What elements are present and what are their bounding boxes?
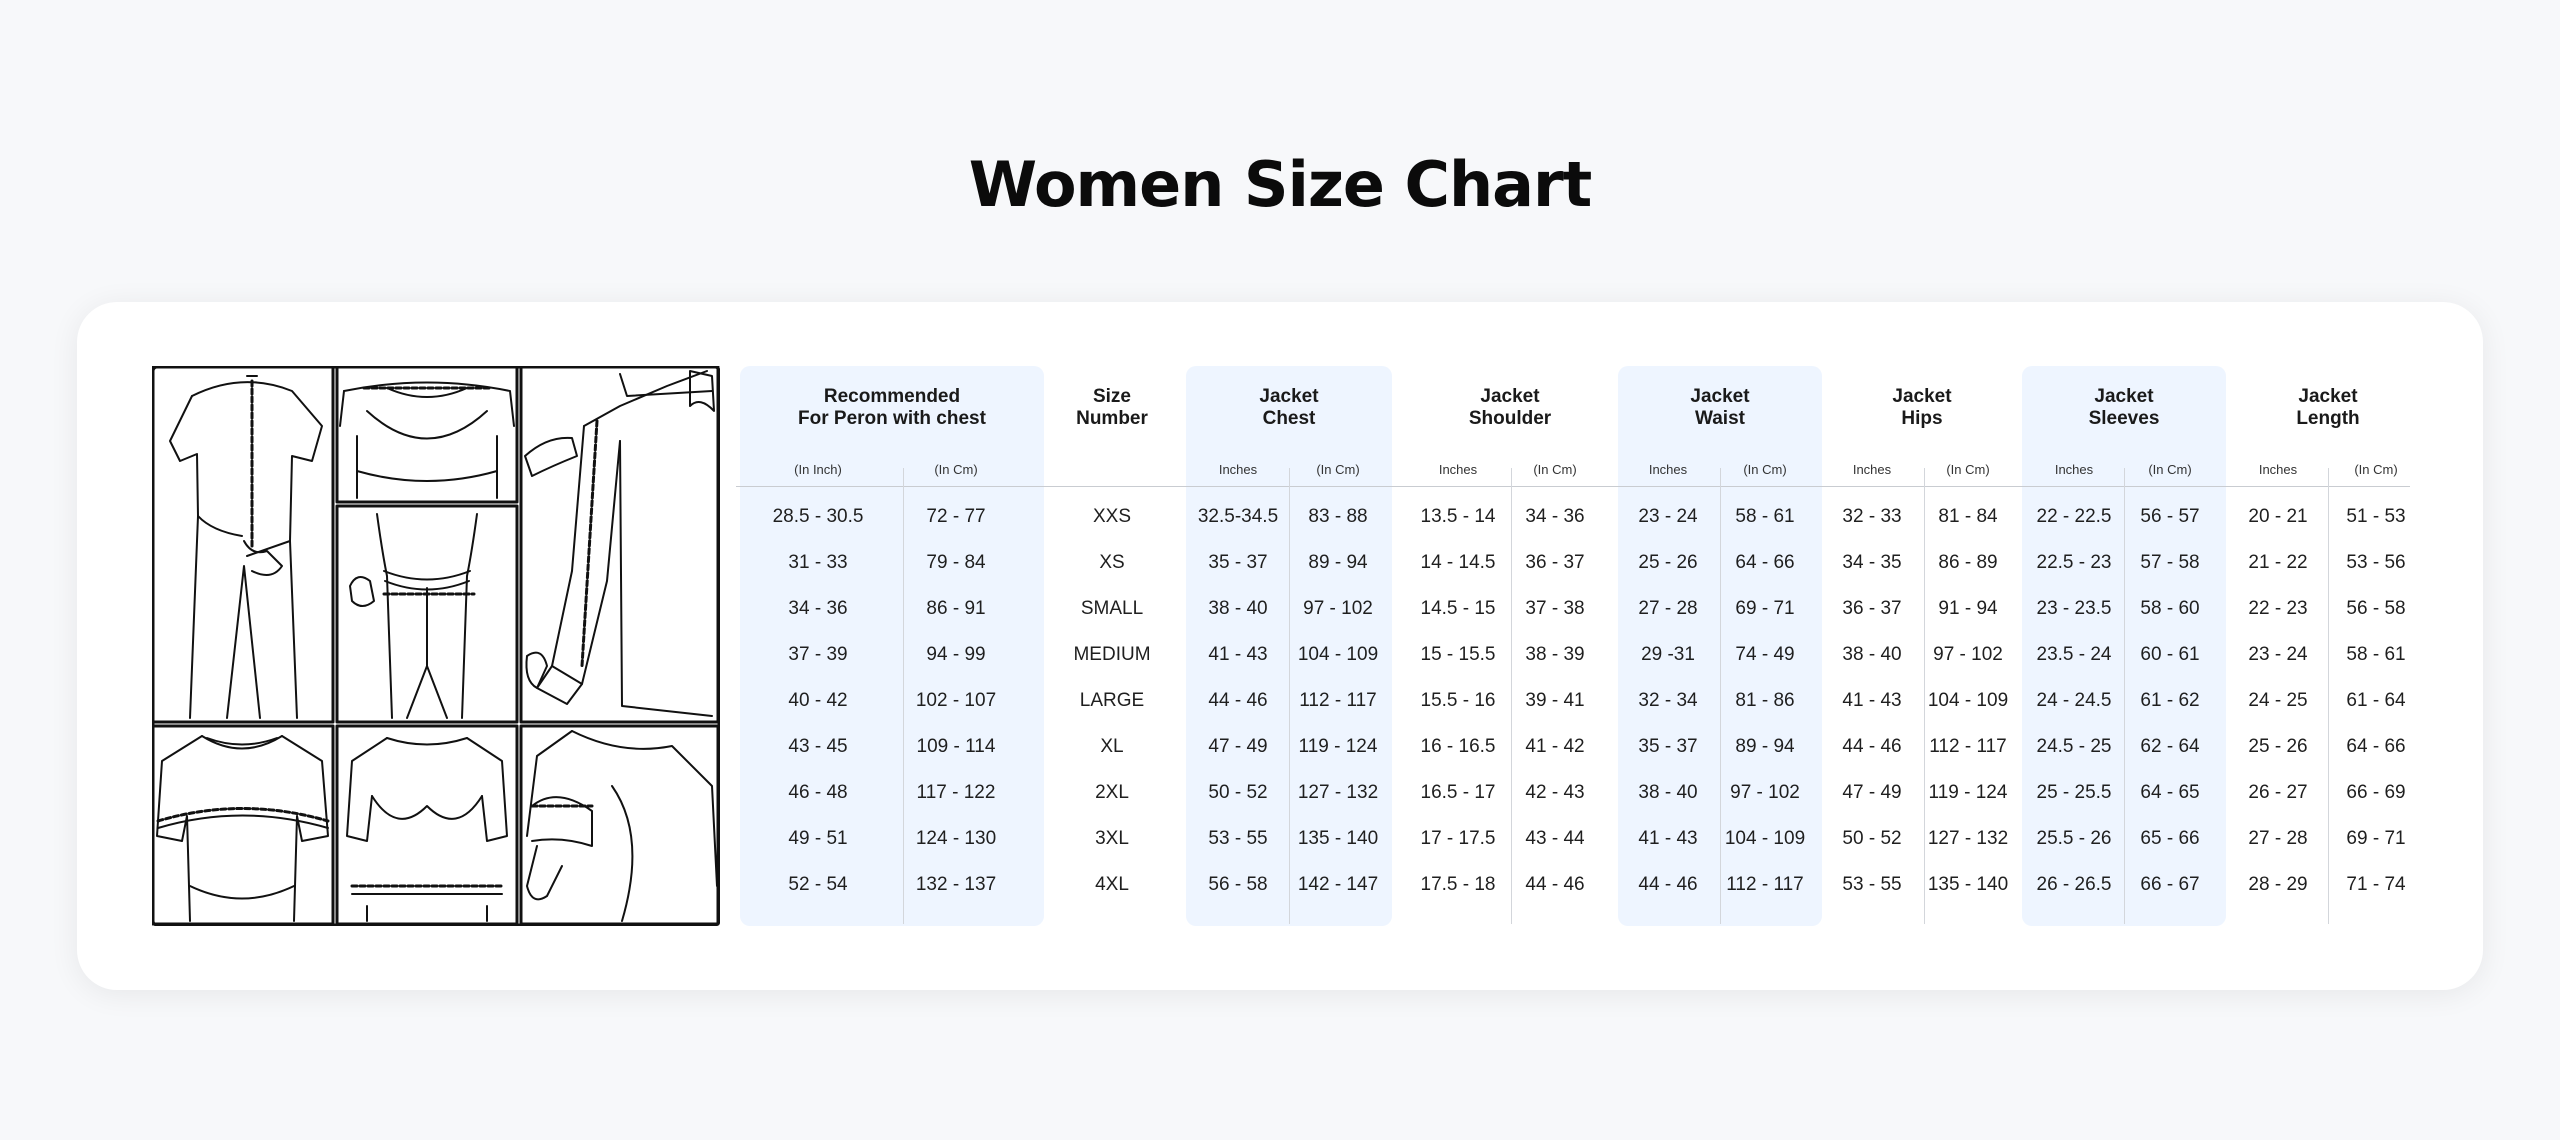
shoulder-figure [340,383,514,499]
table-cell: 41 - 43 [1638,828,1698,849]
measurement-illustration [152,366,720,926]
table-cell: 37 - 39 [788,644,848,665]
table-cell: 66 - 67 [2140,874,2200,895]
table-cell: 25 - 26 [2248,736,2308,757]
header-shoulder: Jacket Shoulder [1468,386,1552,429]
column-unit-label: (In Cm) [2148,462,2192,477]
header-waist: Jacket Waist [1690,386,1750,429]
table-cell: 25.5 - 26 [2036,828,2112,849]
table-cell: 50 - 52 [1208,782,1268,803]
table-cell: 112 - 117 [1299,690,1377,711]
table-cell: 44 - 46 [1842,736,1902,757]
table-cell: 17.5 - 18 [1420,874,1496,895]
column-unit-label: Inches [1648,462,1688,477]
column-unit-label: (In Cm) [1743,462,1787,477]
table-cell: 23.5 - 24 [2036,644,2112,665]
table-cell: 21 - 22 [2248,552,2308,573]
table-cell: 119 - 124 [1298,736,1378,757]
table-cell: 57 - 58 [2140,552,2200,573]
table-cell: 41 - 43 [1208,644,1268,665]
table-cell: 23 - 24 [1638,506,1698,527]
table-cell: 25 - 25.5 [2036,782,2112,803]
table-cell: 52 - 54 [788,874,848,895]
table-cell: 20 - 21 [2248,506,2308,527]
table-cell: 14 - 14.5 [1420,552,1496,573]
table-cell: 34 - 35 [1842,552,1902,573]
table-cell: 31 - 33 [788,552,848,573]
table-cell: 38 - 40 [1208,598,1268,619]
table-cell: MEDIUM [1073,644,1151,665]
table-cell: 13.5 - 14 [1420,506,1496,527]
table-cell: 53 - 55 [1842,874,1902,895]
table-cell: 32 - 33 [1842,506,1902,527]
table-cell: 38 - 40 [1638,782,1698,803]
table-cell: 43 - 45 [788,736,848,757]
table-cell: 61 - 62 [2140,690,2200,711]
chest-figure [157,736,328,921]
arm-figure [527,731,717,921]
table-cell: 117 - 122 [916,782,996,803]
table-cell: 58 - 61 [1735,506,1795,527]
table-cell: SMALL [1080,598,1144,619]
table-cell: 43 - 44 [1525,828,1585,849]
table-cell: 66 - 69 [2346,782,2406,803]
table-cell: 34 - 36 [788,598,848,619]
table-cell: 36 - 37 [1525,552,1585,573]
table-cell: 16.5 - 17 [1420,782,1496,803]
table-cell: 22 - 23 [2248,598,2308,619]
table-cell: 15.5 - 16 [1420,690,1496,711]
back-length-figure [170,376,322,718]
table-cell: 61 - 64 [2346,690,2406,711]
table-cell: 86 - 91 [926,598,986,619]
table-cell: 47 - 49 [1842,782,1902,803]
header-recommended: Recommended For Peron with chest [798,386,986,429]
table-cell: 79 - 84 [926,552,986,573]
table-cell: 35 - 37 [1638,736,1698,757]
table-cell: 26 - 27 [2248,782,2308,803]
table-cell: 44 - 46 [1638,874,1698,895]
table-cell: 44 - 46 [1525,874,1585,895]
table-cell: 46 - 48 [788,782,848,803]
table-cell: 104 - 109 [1927,690,2009,711]
table-cell: 60 - 61 [2140,644,2200,665]
table-cell: 112 - 117 [1726,874,1804,895]
table-cell: 38 - 39 [1525,644,1585,665]
table-cell: 127 - 132 [1927,828,2009,849]
table-cell: 23 - 23.5 [2036,598,2112,619]
table-cell: 81 - 86 [1735,690,1795,711]
table-cell: XL [1100,736,1124,757]
table-cell: 56 - 58 [1208,874,1268,895]
table-cell: 15 - 15.5 [1420,644,1496,665]
table-cell: 64 - 65 [2140,782,2200,803]
table-cell: 2XL [1095,782,1129,803]
table-cell: 24 - 25 [2248,690,2308,711]
table-cell: 135 - 140 [1297,828,1379,849]
column-unit-label: Inches [1852,462,1892,477]
table-cell: 32.5-34.5 [1197,506,1279,527]
table-cell: 37 - 38 [1525,598,1585,619]
table-cell: 127 - 132 [1297,782,1379,803]
table-cell: 58 - 61 [2346,644,2406,665]
table-cell: 72 - 77 [926,506,986,527]
header-divider [736,486,2410,487]
column-unit-label: (In Inch) [794,462,842,477]
table-cell: 69 - 71 [1735,598,1795,619]
table-cell: 39 - 41 [1525,690,1585,711]
column-unit-label: (In Cm) [1533,462,1577,477]
table-cell: 26 - 26.5 [2036,874,2112,895]
table-cell: 97 - 102 [1303,598,1373,619]
table-cell: 47 - 49 [1208,736,1268,757]
table-cell: 94 - 99 [926,644,986,665]
table-cell: 64 - 66 [1735,552,1795,573]
table-cell: 83 - 88 [1308,506,1368,527]
table-cell: 50 - 52 [1842,828,1902,849]
table-cell: 4XL [1095,874,1129,895]
table-cell: 69 - 71 [2346,828,2406,849]
table-cell: 97 - 102 [1933,644,2003,665]
table-cell: 91 - 94 [1938,598,1998,619]
table-cell: 89 - 94 [1308,552,1368,573]
header-chest: Jacket Chest [1259,386,1319,429]
table-cell: 104 - 109 [1297,644,1379,665]
table-cell: 58 - 60 [2140,598,2200,619]
table-cell: 40 - 42 [788,690,848,711]
column-unit-label: (In Cm) [1316,462,1360,477]
table-cell: 44 - 46 [1208,690,1268,711]
table-cell: XXS [1092,506,1132,527]
table-cell: 29 -31 [1641,644,1695,665]
table-cell: 14.5 - 15 [1420,598,1496,619]
header-length: Jacket Length [2296,386,2360,429]
table-cell: 23 - 24 [2248,644,2308,665]
table-cell: 89 - 94 [1735,736,1795,757]
bust-figure [347,738,507,921]
table-cell: 17 - 17.5 [1420,828,1496,849]
table-cell: 62 - 64 [2140,736,2200,757]
table-cell: 119 - 124 [1928,782,2008,803]
table-cell: 38 - 40 [1842,644,1902,665]
sleeve-figure [525,371,714,716]
table-cell: 24.5 - 25 [2036,736,2112,757]
table-cell: 53 - 55 [1208,828,1268,849]
table-cell: 112 - 117 [1929,736,2007,757]
page-title: Women Size Chart [968,148,1592,221]
table-cell: 102 - 107 [915,690,997,711]
table-cell: 27 - 28 [1638,598,1698,619]
table-cell: 41 - 43 [1842,690,1902,711]
column-unit-label: Inches [1218,462,1258,477]
table-cell: 81 - 84 [1938,506,1998,527]
table-cell: 24 - 24.5 [2036,690,2112,711]
table-cell: 28 - 29 [2248,874,2308,895]
table-cell: 86 - 89 [1938,552,1998,573]
table-cell: 132 - 137 [915,874,997,895]
header-size-number: Size Number [1076,386,1148,429]
table-cell: 22 - 22.5 [2036,506,2112,527]
column-unit-label: Inches [1438,462,1478,477]
table-cell: 124 - 130 [915,828,997,849]
column-unit-label: (In Cm) [1946,462,1990,477]
table-cell: 16 - 16.5 [1420,736,1496,757]
table-cell: 64 - 66 [2346,736,2406,757]
table-cell: 25 - 26 [1638,552,1698,573]
table-cell: 135 - 140 [1927,874,2009,895]
table-cell: 32 - 34 [1638,690,1698,711]
table-cell: 109 - 114 [916,736,996,757]
column-unit-label: Inches [2258,462,2298,477]
table-cell: XS [1099,552,1125,573]
table-cell: 41 - 42 [1525,736,1585,757]
table-cell: 27 - 28 [2248,828,2308,849]
table-cell: 3XL [1095,828,1129,849]
table-cell: 65 - 66 [2140,828,2200,849]
table-cell: 104 - 109 [1724,828,1806,849]
table-cell: 97 - 102 [1730,782,1800,803]
table-cell: 42 - 43 [1525,782,1585,803]
header-sleeves: Jacket Sleeves [2088,386,2160,429]
column-unit-label: (In Cm) [934,462,978,477]
waist-figure [350,514,477,718]
table-cell: 74 - 49 [1735,644,1795,665]
table-cell: 34 - 36 [1525,506,1585,527]
table-cell: 56 - 58 [2346,598,2406,619]
header-hips: Jacket Hips [1892,386,1952,429]
table-cell: 28.5 - 30.5 [772,506,864,527]
table-cell: 53 - 56 [2346,552,2406,573]
column-unit-label: (In Cm) [2354,462,2398,477]
table-cell: 22.5 - 23 [2036,552,2112,573]
table-cell: 71 - 74 [2346,874,2406,895]
table-cell: 49 - 51 [788,828,848,849]
column-unit-label: Inches [2054,462,2094,477]
table-cell: LARGE [1079,690,1145,711]
table-cell: 51 - 53 [2346,506,2406,527]
table-cell: 142 - 147 [1297,874,1379,895]
table-cell: 36 - 37 [1842,598,1902,619]
table-cell: 35 - 37 [1208,552,1268,573]
table-cell: 56 - 57 [2140,506,2200,527]
